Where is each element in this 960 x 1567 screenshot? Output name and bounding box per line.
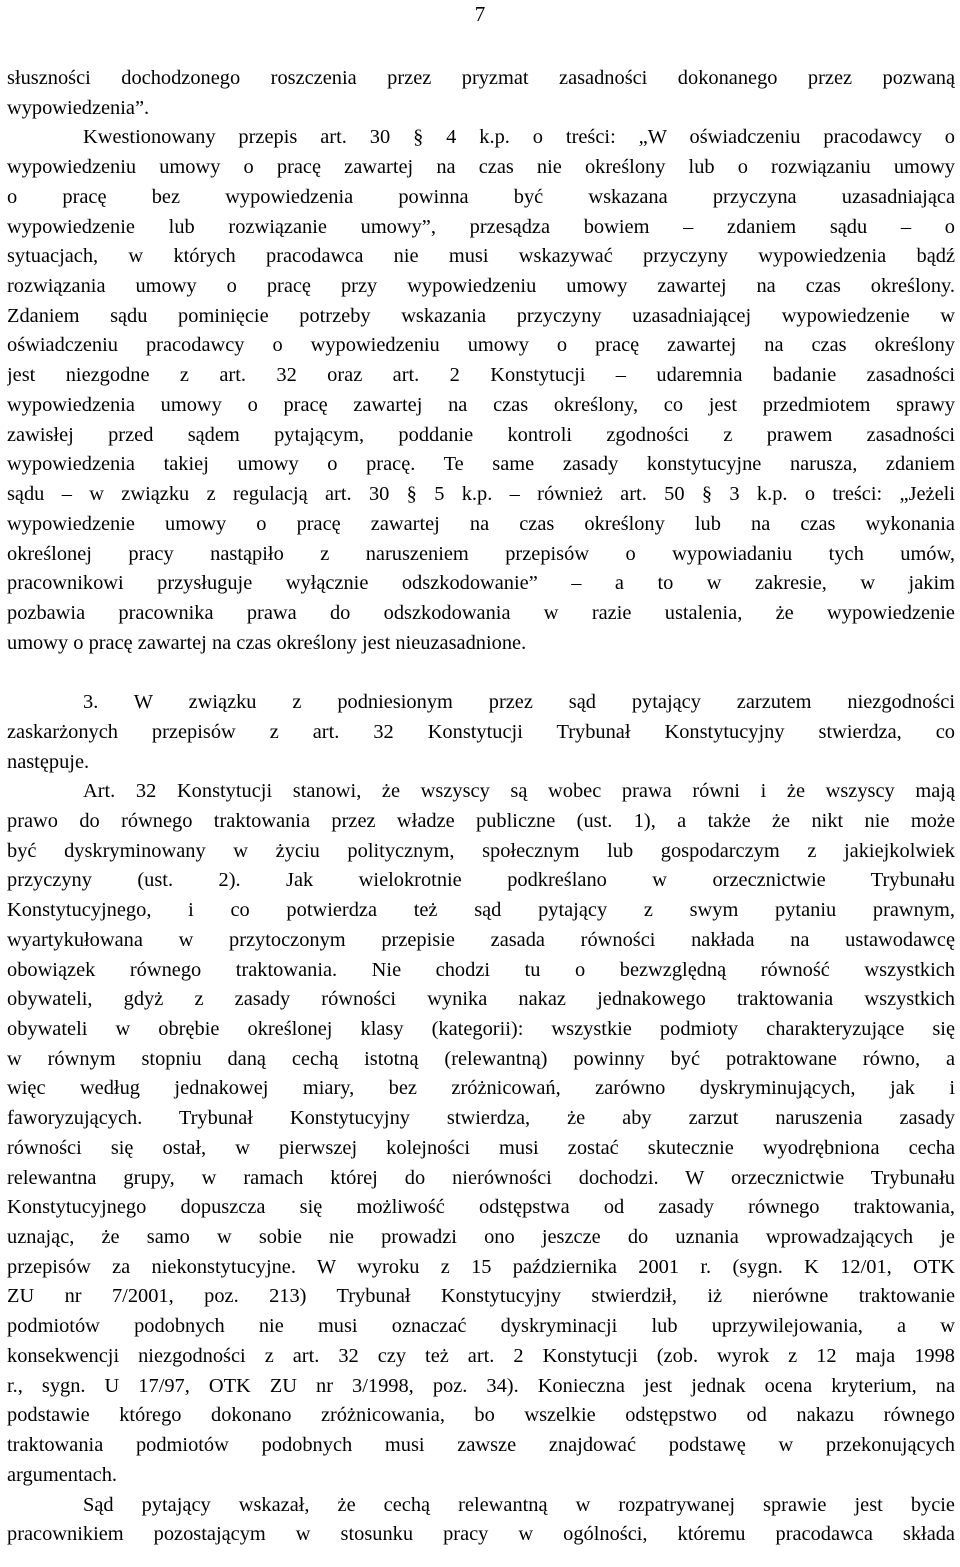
text-line: relewantna grupy, w ramach której do nierówności dochodzi. W orzecznictwie Trybunału: [7, 1166, 955, 1189]
text-line: sytuacjach, w których pracodawca nie musi wskazywać przyczyny wypowiedzenia bądź: [7, 245, 955, 268]
text-line: uznając, że samo w sobie nie prowadzi ono jeszcze do uznania wprowadzających je: [7, 1226, 955, 1249]
text-line: argumentach.: [7, 1463, 118, 1486]
text-line: więc według jednakowej miary, bez zróżnicowań, zarówno dyskryminujących, jak i: [7, 1077, 955, 1100]
text-line: w równym stopniu daną cechą istotną (relewantną) powinny być potraktowane równo, a: [7, 1047, 955, 1070]
text-line: ZU nr 7/2001, poz. 213) Trybunał Konstytucyjny stwierdził, iż nierówne traktowanie: [7, 1285, 955, 1308]
text-line: podmiotów podobnych nie musi oznaczać dyskryminacji lub uprzywilejowania, a w: [7, 1315, 955, 1338]
text-line: 3. W związku z podniesionym przez sąd pytający zarzutem niezgodności: [83, 691, 955, 714]
text-line: równości się ostał, w pierwszej kolejności musi zostać skutecznie wyodrębniona cecha: [7, 1136, 955, 1159]
document-body: [7, 64, 955, 1550]
text-line: wypowiedzenie umowy o pracę zawartej na czas określony lub na czas wykonania: [7, 512, 955, 535]
text-line: traktowania podmiotów podobnych musi zawsze znajdować podstawę w przekonujących: [7, 1434, 955, 1457]
text-line: podstawie którego dokonano zróżnicowania, bo wszelkie odstępstwo od nakazu równego: [7, 1404, 955, 1427]
text-line: sądu – w związku z regulacją art. 30 § 5 k.p. – również art. 50 § 3 k.p. o treści: „Jeżeli: [7, 483, 955, 506]
text-line: obywateli w obrębie określonej klasy (kategorii): wszystkie podmioty charakteryzujące się: [7, 1018, 955, 1040]
text-line: oświadczeniu pracodawcy o wypowiedzeniu umowy o pracę zawartej na czas określony: [7, 334, 955, 357]
page-number: 7: [474, 2, 486, 26]
text-line: wypowiedzenia”.: [7, 96, 150, 119]
text-line: obywateli, gdyż z zasady równości wynika nakaz jednakowego traktowania wszystkich: [7, 988, 955, 1011]
text-line: wypowiedzenia umowy o pracę zawartej na czas określony, co jest przedmiotem sprawy: [7, 393, 955, 416]
text-line: być dyskryminowany w życiu politycznym, społecznym lub gospodarczym z jakiejkolwiek: [7, 839, 955, 862]
text-line: Zdaniem sądu pominięcie potrzeby wskazania przyczyny uzasadniającej wypowiedzenie w: [7, 304, 955, 327]
text-line: Art. 32 Konstytucji stanowi, że wszyscy są wobec prawa równi i że wszyscy mają: [83, 780, 955, 803]
text-line: określonej pracy nastąpiło z naruszeniem przepisów o wypowiadaniu tych umów,: [7, 542, 955, 565]
text-line: umowy o pracę zawartej na czas określony jest nieuzasadnione.: [7, 631, 527, 654]
text-line: następuje.: [7, 750, 90, 773]
text-line: jest niezgodne z art. 32 oraz art. 2 Konstytucji – udaremnia badanie zasadności: [7, 364, 955, 387]
text-line: rozwiązania umowy o pracę przy wypowiedzeniu umowy zawartej na czas określony.: [7, 275, 955, 298]
text-line: pozbawia pracownika prawa do odszkodowania w razie ustalenia, że wypowiedzenie: [7, 601, 955, 624]
text-line: wypowiedzenia takiej umowy o pracę. Te same zasady konstytucyjne narusza, zdaniem: [7, 453, 955, 476]
text-line: przepisów za niekonstytucyjne. W wyroku z 15 października 2001 r. (sygn. K 12/01, OTK: [7, 1255, 955, 1278]
text-line: słuszności dochodzonego roszczenia przez pryzmat zasadności dokonanego przez pozwaną: [7, 67, 955, 89]
text-line: Konstytucyjnego dopuszcza się możliwość odstępstwa od zasady równego traktowania,: [7, 1196, 955, 1219]
text-line: Sąd pytający wskazał, że cechą relewantną w rozpatrywanej sprawie jest bycie: [83, 1493, 955, 1516]
text-line: faworyzujących. Trybunał Konstytucyjny stwierdza, że aby zarzut naruszenia zasady: [7, 1107, 955, 1130]
text-line: zawisłej przed sądem pytającym, poddanie kontroli zgodności z prawem zasadności: [7, 423, 955, 446]
text-line: zaskarżonych przepisów z art. 32 Konstytucji Trybunał Konstytucyjny stwierdza, co: [7, 720, 955, 743]
blank-line: [7, 658, 955, 688]
text-line: o pracę bez wypowiedzenia powinna być wskazana przyczyna uzasadniająca: [7, 185, 955, 208]
text-line: wyartykułowana w przytoczonym przepisie zasada równości nakłada na ustawodawcę: [7, 928, 955, 951]
text-line: pracownikowi przysługuje wyłącznie odszkodowanie” – a to w zakresie, w jakim: [7, 572, 955, 595]
text-line: pracownikiem pozostającym w stosunku pracy w ogólności, któremu pracodawca składa: [7, 1523, 955, 1546]
text-line: wypowiedzenie lub rozwiązanie umowy”, przesądza bowiem – zdaniem sądu – o: [7, 215, 955, 238]
text-line: Konstytucyjnego, i co potwierdza też sąd pytający z swym pytaniu prawnym,: [7, 899, 955, 922]
text-line: prawo do równego traktowania przez władze publiczne (ust. 1), a także że nikt nie może: [7, 809, 955, 832]
text-line: Kwestionowany przepis art. 30 § 4 k.p. o treści: „W oświadczeniu pracodawcy o: [83, 126, 955, 149]
text-line: r., sygn. U 17/97, OTK ZU nr 3/1998, poz. 34). Konieczna jest jednak ocena kryterium, na: [7, 1374, 955, 1397]
text-line: konsekwencji niezgodności z art. 32 czy też art. 2 Konstytucji (zob. wyrok z 12 maja 1998: [7, 1344, 955, 1367]
text-line: wypowiedzeniu umowy o pracę zawartej na czas nie określony lub o rozwiązaniu umowy: [7, 156, 955, 179]
text-line: przyczyny (ust. 2). Jak wielokrotnie podkreślano w orzecznictwie Trybunału: [7, 869, 955, 892]
text-line: obowiązek równego traktowania. Nie chodzi tu o bezwzględną równość wszystkich: [7, 958, 955, 981]
